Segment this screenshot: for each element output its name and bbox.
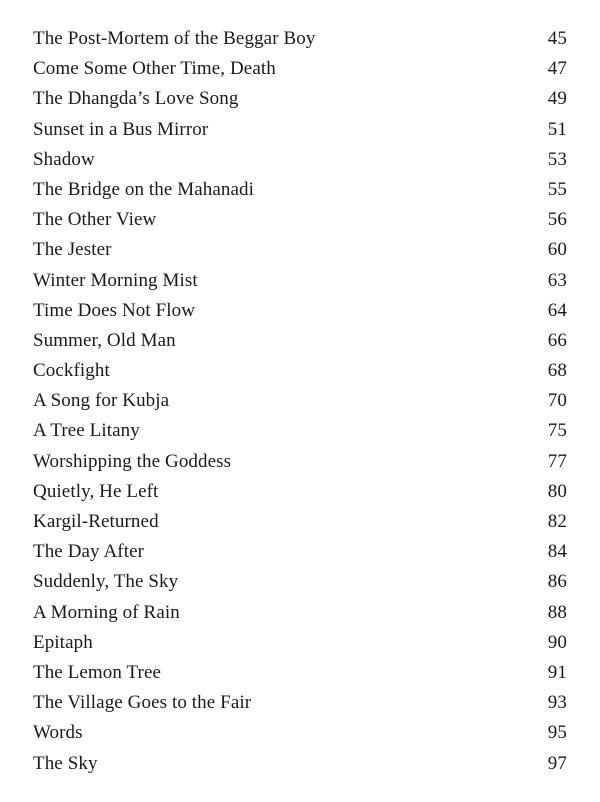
toc-entry-title: Time Does Not Flow — [33, 299, 196, 321]
toc-entry — [33, 24, 567, 54]
toc-entry — [33, 628, 567, 658]
toc-entry-page: 68 — [547, 360, 567, 382]
toc-entry-page: 47 — [547, 58, 567, 80]
toc-entry-page: 84 — [547, 541, 567, 563]
toc-entry-page: 60 — [547, 239, 567, 261]
toc-entry — [33, 718, 567, 748]
toc-entry-page: 45 — [547, 28, 567, 49]
toc-entry — [33, 658, 567, 688]
toc-entry — [33, 205, 567, 235]
toc-entry — [33, 537, 567, 567]
toc-entry-title: The Sky — [33, 752, 98, 774]
toc-entry-page: 63 — [547, 269, 567, 291]
toc-entry — [33, 386, 567, 416]
toc-entry-page: 53 — [547, 148, 567, 170]
toc-entry-title: The Post-Mortem of the Beggar Boy — [33, 28, 316, 49]
toc-entry-page: 64 — [547, 299, 567, 321]
toc-entry-page: 51 — [547, 118, 567, 140]
toc-entry — [33, 266, 567, 296]
toc-entry-page: 97 — [547, 752, 567, 774]
toc-entry — [33, 567, 567, 597]
toc-entry — [33, 54, 567, 84]
toc-entry-title: Shadow — [33, 148, 95, 170]
toc-entry-title: Cockfight — [33, 360, 110, 382]
table-of-contents — [33, 24, 567, 779]
toc-entry-page: 82 — [547, 511, 567, 532]
toc-entry-title: The Bridge on the Mahanadi — [33, 178, 255, 200]
toc-entry-page: 66 — [547, 329, 567, 351]
toc-entry-title: Sunset in a Bus Mirror — [33, 118, 209, 140]
toc-entry-page: 86 — [547, 571, 567, 593]
toc-entry-title: A Morning of Rain — [33, 601, 180, 623]
toc-entry-title: Quietly, He Left — [33, 480, 159, 502]
toc-entry-title: The Other View — [33, 209, 157, 231]
toc-entry-title: A Song for Kubja — [33, 390, 170, 412]
toc-entry — [33, 115, 567, 145]
toc-entry-title: The Day After — [33, 541, 145, 563]
toc-entry-title: The Village Goes to the Fair — [33, 692, 252, 714]
toc-entry-page: 75 — [547, 420, 567, 442]
toc-entry — [33, 447, 567, 477]
toc-entry-page: 93 — [547, 692, 567, 714]
toc-entry-title: A Tree Litany — [33, 420, 140, 442]
toc-entry-page: 88 — [547, 601, 567, 623]
toc-entry-title: Summer, Old Man — [33, 329, 176, 351]
toc-entry-page: 49 — [547, 88, 567, 110]
toc-entry-title: Epitaph — [33, 631, 93, 653]
toc-entry — [33, 688, 567, 718]
toc-entry-page: 95 — [547, 722, 567, 744]
toc-entry-title: Words — [33, 722, 83, 744]
toc-entry — [33, 84, 567, 114]
toc-entry — [33, 175, 567, 205]
toc-entry-page: 90 — [547, 631, 567, 653]
toc-entry-page: 56 — [547, 209, 567, 231]
toc-entry-title: The Jester — [33, 239, 112, 261]
toc-entry — [33, 416, 567, 446]
toc-entry — [33, 749, 567, 779]
toc-entry-page: 80 — [547, 480, 567, 502]
toc-entry-page: 77 — [547, 450, 567, 472]
toc-entry-title: Worshipping the Goddess — [33, 450, 232, 472]
toc-entry-title: Winter Morning Mist — [33, 269, 198, 291]
toc-entry — [33, 356, 567, 386]
toc-entry — [33, 296, 567, 326]
toc-entry-page: 55 — [547, 178, 567, 200]
toc-entry-title: Suddenly, The Sky — [33, 571, 179, 593]
toc-entry — [33, 477, 567, 507]
toc-entry — [33, 507, 567, 537]
toc-entry-title: Kargil-Returned — [33, 511, 159, 532]
toc-entry-page: 91 — [547, 661, 567, 683]
toc-entry — [33, 235, 567, 265]
toc-entry-title: The Lemon Tree — [33, 661, 162, 683]
toc-entry — [33, 598, 567, 628]
toc-entry — [33, 326, 567, 356]
toc-entry-title: Come Some Other Time, Death — [33, 58, 276, 80]
toc-entry-title: The Dhangda’s Love Song — [33, 88, 239, 110]
toc-entry — [33, 145, 567, 175]
toc-entry-page: 70 — [547, 390, 567, 412]
